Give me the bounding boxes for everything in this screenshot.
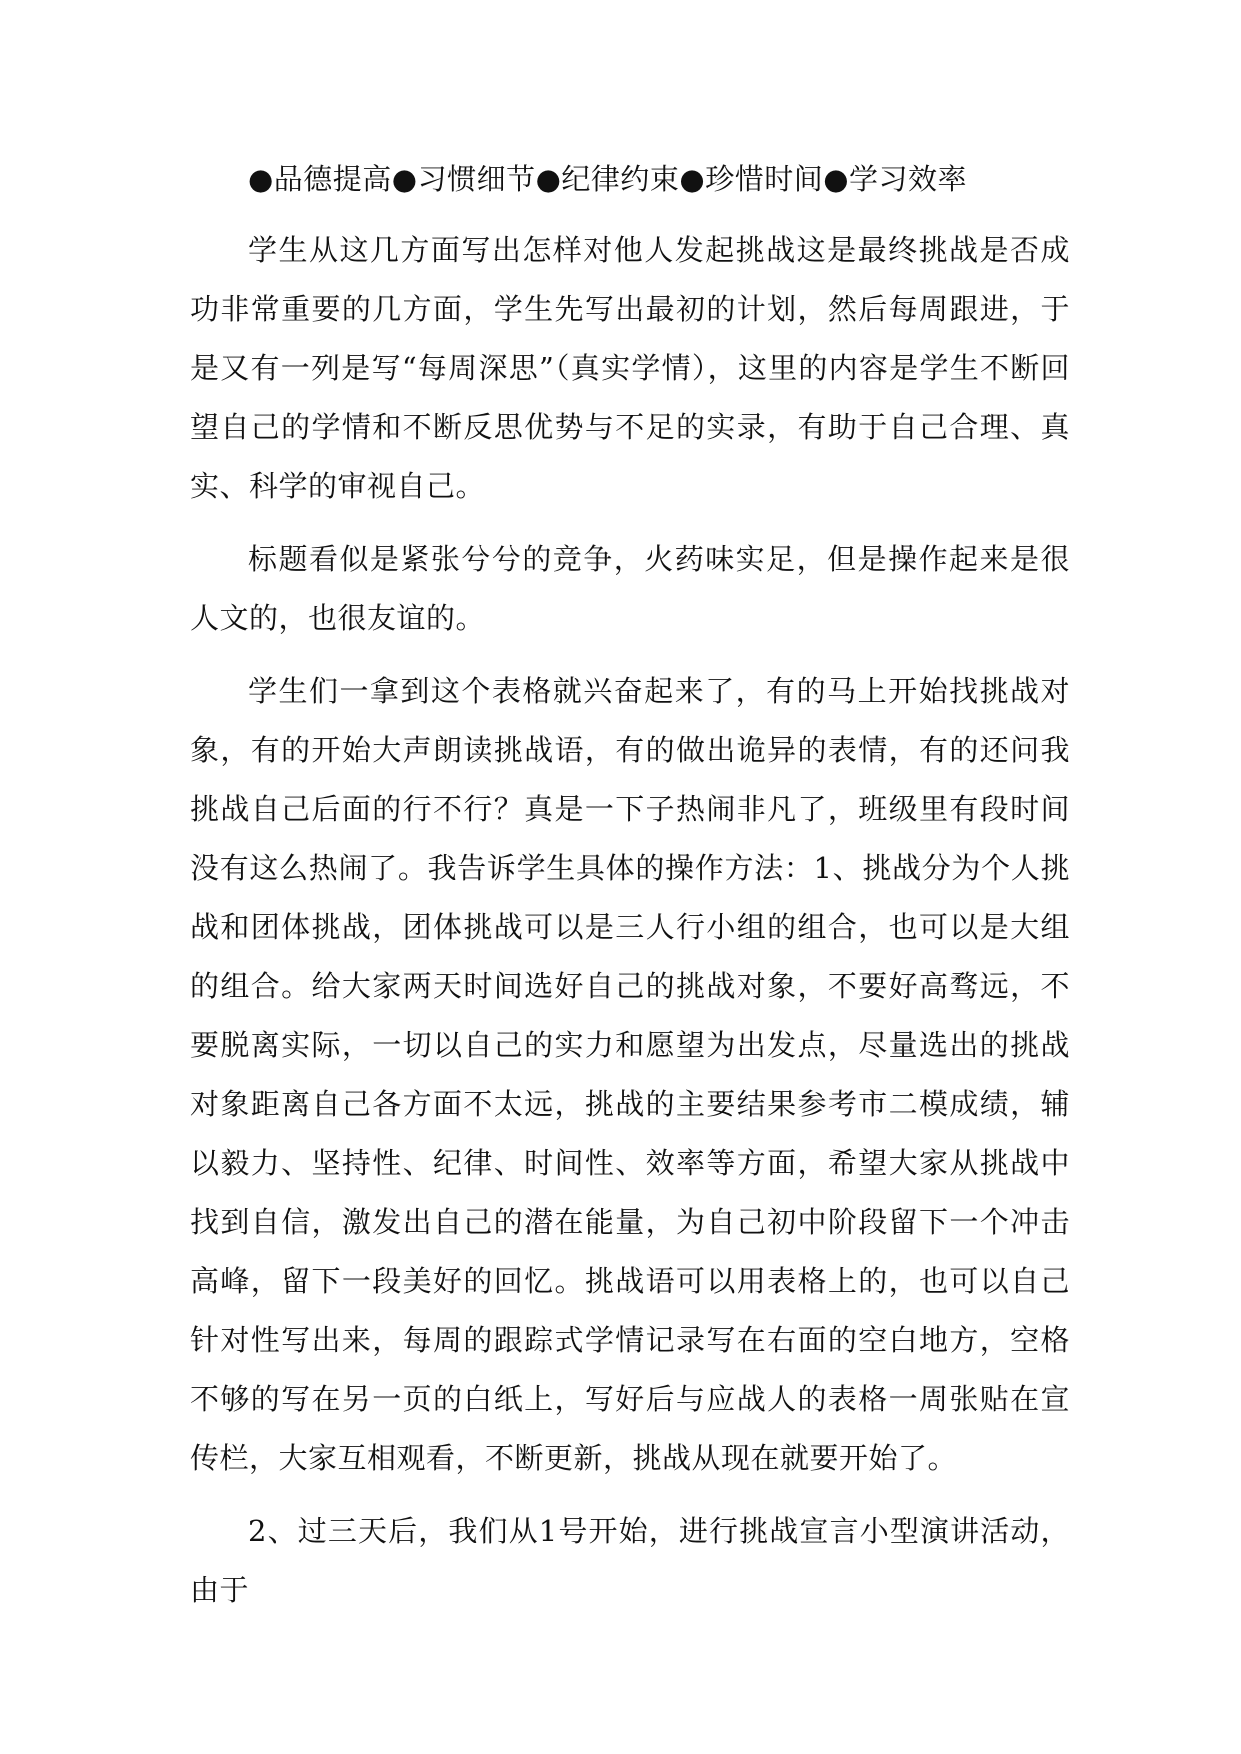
- paragraph-operation-method: 学生们一拿到这个表格就兴奋起来了，有的马上开始找挑战对象，有的开始大声朗读挑战语，有的做出诡异的表情，有的还问我挑战自己后面的行不行？真是一下子热闹非凡了，班级里有段时间没有这么热闹了。我告诉学生具体的操作方法：1、挑战分为个人挑战和团体挑战，团体挑战可以是三人行小组的组合，也可以是大组的组合。给大家两天时间选好自己的挑战对象，不要好高骛远，不要脱离实际，一切以自己的实力和愿望为出发点，尽量选出的挑战对象距离自己各方面不太远，挑战的主要结果参考市二模成绩，辅以毅力、坚持性、纪律、时间性、效率等方面，希望大家从挑战中找到自信，激发出自己的潜在能量，为自己初中阶段留下一个冲击高峰，留下一段美好的回忆。挑战语可以用表格上的，也可以自己针对性写出来，每周的跟踪式学情记录写在右面的空白地方，空格不够的写在另一页的白纸上，写好后与应战人的表格一周张贴在宣传栏，大家互相观看，不断更新，挑战从现在就要开始了。: [190, 674, 1070, 1475]
- paragraph-title-note: 标题看似是紧张兮兮的竞争，火药味实足，但是操作起来是很人文的，也很友谊的。: [190, 542, 1070, 635]
- document-body: [190, 150, 1070, 1634]
- paragraph-qualities-list: ●品德提高●习惯细节●纪律约束●珍惜时间●学习效率: [248, 162, 968, 196]
- paragraph-declaration-activity: 2、过三天后，我们从1号开始，进行挑战宣言小型演讲活动，由于: [190, 1514, 1070, 1607]
- paragraph-challenge-plan: 学生从这几方面写出怎样对他人发起挑战这是最终挑战是否成功非常重要的几方面，学生先写出最初的计划，然后每周跟进，于是又有一列是写“每周深思”（真实学情），这里的内容是学生不断回望自己的学情和不断反思优势与不足的实录，有助于自己合理、真实、科学的审视自己。: [190, 233, 1070, 503]
